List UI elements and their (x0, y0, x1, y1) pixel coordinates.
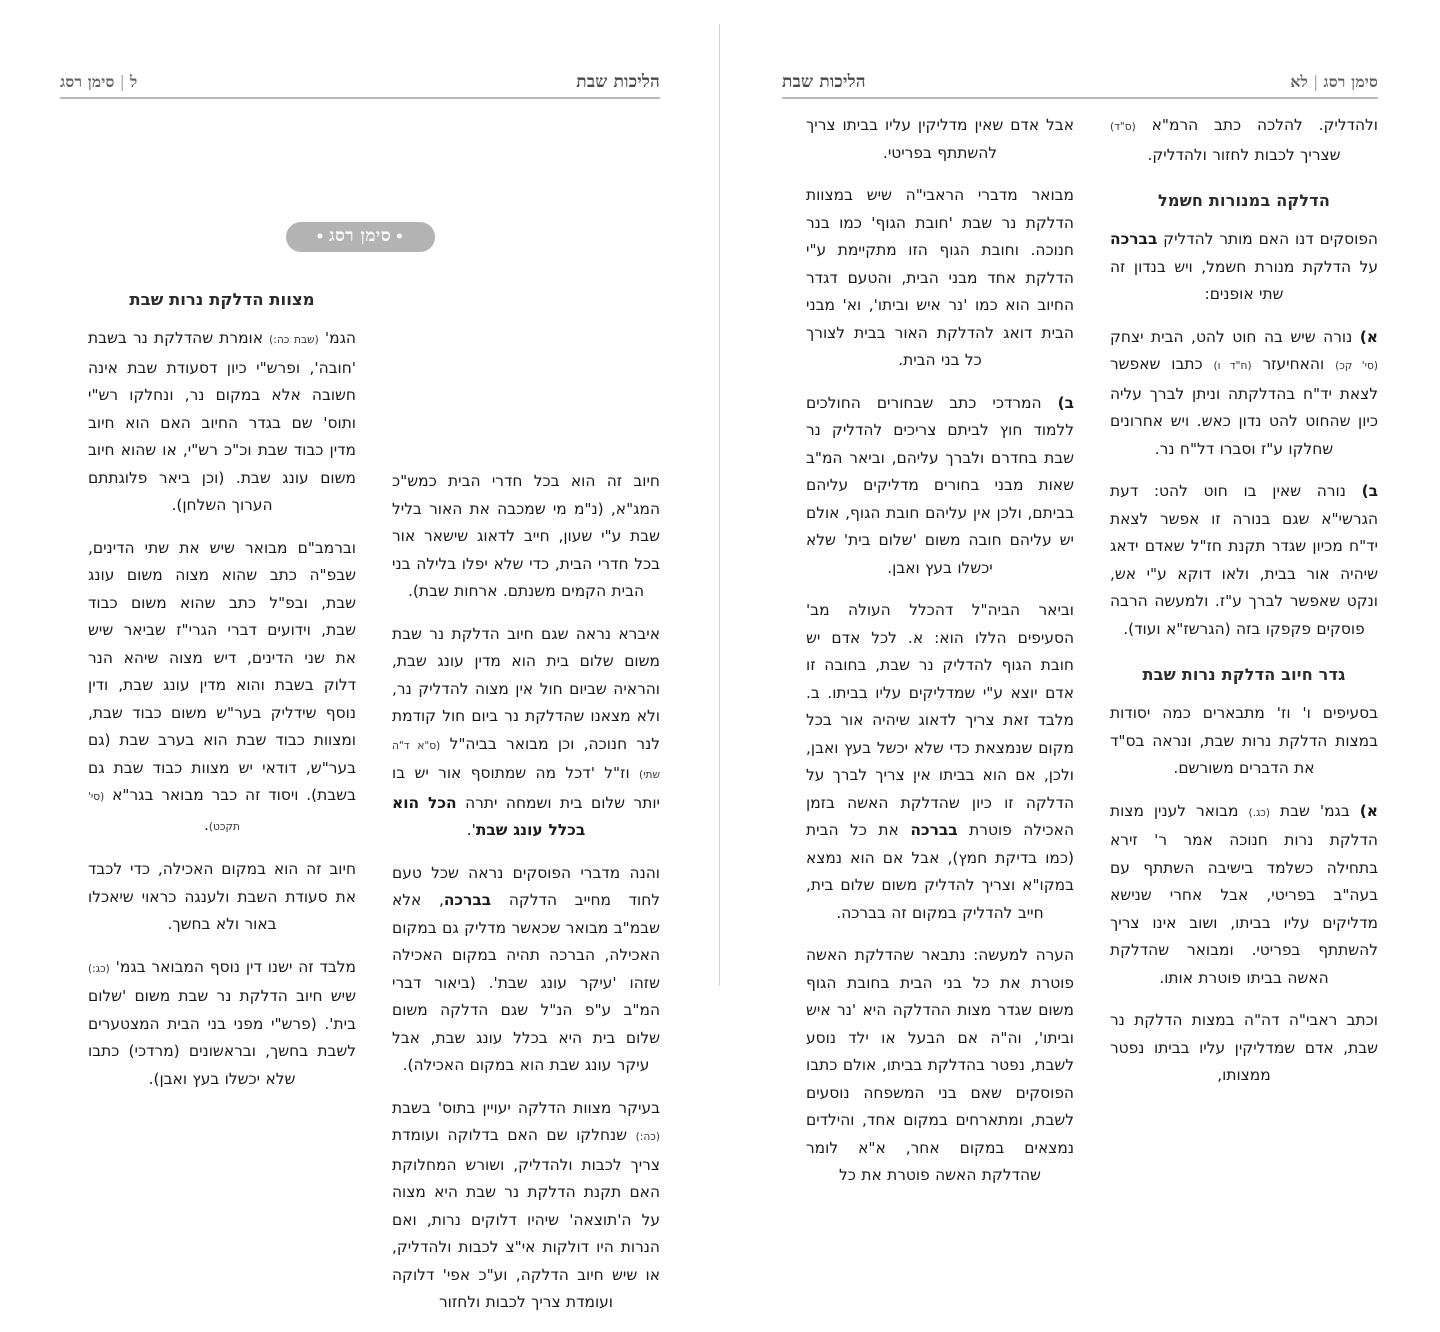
paragraph: והנה מדברי הפוסקים נראה שכל טעם לחוד מחייב הדלקה בברכה, אלא שבמ"ב מבואר שכאשר מדליק גם במקום האכילה, הברכה תהיה במקום האכילה שזהו 'עיקר עונג שבת'. (ביאור דברי המ"ב ע"פ הנ"ל שגם הדלקה משום שלום בית היא בכלל עונג שבת, אבל עיקר עונג שבת הוא במקום האכילה). (392, 863, 660, 1074)
section-heading-obligation-scope: גדר חיוב הדלקת נרות שבת (1142, 665, 1346, 684)
left-page-head-siman (1290, 72, 1378, 92)
left-page-running-head (782, 62, 1378, 99)
right-head-siman-label: סימן רסג (60, 72, 115, 91)
paragraph-item-alef: א) נורה שיש בה חוט להט, הבית יצחק (סי' קכ) והאחיעזר (ח"ד ו) כתבו שאפשר לצאת יד"ח בהדלקתה וניתן לברך עליה כיון שהחוט להט נדון כאש. ויש אחרונים שחלקו ע"ז וסברו דל"ח נר. (1110, 327, 1378, 458)
paragraph: הגמ' (שבת כה:) אומרת שהדלקת נר בשבת 'חובה', ופרש"י כיון דסעודת שבת אינה חשובה אלא במקום נר, ונחלקו רש"י ותוס' שם בגדר החיוב האם הוא חיוב מדין כבוד שבת וכ"כ רש"י, או שהוא חיוב משום עונג שבת. (וכן ביאר פלוגתתם הערוך השלחן). (88, 329, 356, 514)
left-page-inner-column (1110, 112, 1378, 1205)
paragraph-item-alef: א) בגמ' שבת (כג.) מבואר לענין מצות הדלקת נרות חנוכה אמר ר' זירא בתחילה כשלמד בישיבה השתתף עם בעה"ב בפריטי, אבל אחרי שנישא מדליקים עליו בביתו, ושוב אינו צריך להשתתף בפריטי. ומבואר שהדלקת האשה בביתו פוטרת אותו. (1110, 801, 1378, 987)
paragraph-item-bet: ב) נורה שאין בו חוט להט: דעת הגרשי"א שגם בנורה זו אפשר לצאת יד"ח מכיון שגדר תקנת חז"ל שאדם ידאג שיהיה אור בבית, ולאו דוקא ע"י אש, ונקט שאפשר לברך ע"ז. ולמעשה הרבה פוסקים פקפקו בזה (הגרשז"א ועוד). (1110, 482, 1378, 638)
paragraph: וכתב ראבי"ה דה"ה במצות הדלקת נר שבת, אדם שמדליקין עליו בביתו נפטר ממצותו, (1110, 1011, 1378, 1084)
paragraph: וברמב"ם מבואר שיש את שתי הדינים, שבפ"ה כתב שהוא מצוה משום עונג שבת, ובפ"ל כתב שהוא משום כבוד שבת, וידועים דברי הגרי"ז שביאר שיש את שני הדינים, דיש מצוה שיהא הנר דלוק בשבת והוא מדין עונג שבת, ודין נוסף שידליק בער"ש משום כבוד שבת, ומצוות כבוד שבת הוא בערב שבת (גם בער"ש, דודאי יש מצוות כבוד שבת גם בשבת). ויסוד זה כבר מבואר בגר"א (סי' תקכט). (88, 538, 356, 834)
right-head-page-number: ל (130, 72, 138, 91)
paragraph-item-bet: ב) המרדכי כתב שבחורים החולכים ללמוד חוץ לביתם צריכים להדליק נר שבת בחדרם ולברך עליהם, וביאר המ"ב שאות מבני בחורים מדליקים עליהם בביתם, ולכן אין עליהם חובת הגוף, אולם יש עליהם חובה משום 'שלום בית' שלא יכשלו בעץ ואבן. (806, 393, 1074, 577)
chapter-title: מצוות הדלקת נרות שבת (129, 290, 315, 309)
paragraph: איברא נראה שגם חיוב הדלקת נר שבת משום שלום בית הוא מדין עונג שבת, והראיה שביום חול אין מצוה להדליק נר, ולא מצאנו שהדלקת נר ביום חול קודמת לנר חנוכה, וכן מבואר בביה"ל (ס"א ד"ה שתי) וז"ל 'דכל מה שמתוסף אור יש בו יותר שלום בית ושמחה יתרה הכל הוא בכלל עונג שבת'. (392, 624, 661, 839)
left-head-siman-label: סימן רסג (1323, 72, 1378, 91)
paragraph: חיוב זה הוא בכל חדרי הבית כמש"כ המג"א, (נ"מ מי שמכבה את האור בליל שבת ע"י שעון, חייב לדאוג שישאר אור בכל חדרי הבית, כדי שלא יפלו בלילה בני הבית הקמים משנתם. ארחות שבת). (392, 472, 660, 600)
right-page (0, 0, 720, 1311)
column-top-spacer (392, 290, 660, 468)
paragraph: בסעיפים ו' וז' מתבארים כמה יסודות במצות הדלקת נרות שבת, ונראה בס"ד את הדברים משורשם. (1110, 704, 1378, 777)
left-page (720, 0, 1440, 1184)
section-heading-electric-lamps: הדלקה במנורות חשמל (1157, 191, 1331, 210)
paragraph: וביאר הביה"ל דהכלל העולה מב' הסעיפים הללו הוא: א. לכל אדם יש חובת הגוף להדליק נר שבת, בחובה זו אדם יוצא ע"י שמדליקים עליו בביתו. ב. מלבד זאת צריך לדאוג שיהיה אור בכל מקום שנמצאת כדי שלא יכשל בעץ ואבן, ולכן, אם הוא בביתו אין צריך לברך על הדלקה זו כיון שהדלקת האשה בזמן האכילה פוטרת בברכה את כל הבית (כמו בדיקת חמץ), אבל אם הוא נמצא במקו"א וצריך להדליק משום שלום בית, חייב להדליק במקום זה בברכה. (806, 601, 1074, 922)
left-head-separator: | (1312, 73, 1319, 91)
siman-badge-label: סימן רסג (328, 226, 392, 246)
paragraph: הפוסקים דנו האם מותר להדליק בברכה על הדלקת מנורת חשמל, ויש בנדון זה שתי אופנים: (1110, 230, 1378, 303)
right-page-columns (60, 290, 660, 1332)
paragraph: אבל אדם שאין מדליקין עליו בביתו צריך להשתתף בפריטי. (806, 116, 1074, 162)
right-page-outer-column (88, 290, 356, 1332)
left-page-outer-column (806, 112, 1074, 1205)
right-head-separator: | (119, 73, 126, 91)
badge-dot-right-icon: • (395, 228, 405, 245)
badge-dot-left-icon: • (315, 228, 325, 245)
right-page-head-book-title: הליכות שבת (576, 72, 660, 92)
left-page-columns (782, 112, 1378, 1205)
paragraph: בעיקר מצוות הדלקה יעויין בתוס' בשבת (כה:) שנחלקו שם האם בדלוקה ועומדת צריך לכבות ולהדליק, ושורש המחלוקת האם תקנת הדלקת נר שבת היא מצוה על ה'תוצאה' שיהיו דלוקים נרות, ואם הנרות היו דולקות אי"צ לכבות ולהדליק, או שיש חיוב הדלקה, וע"כ אפי' דלוקה ועומדת צריך לכבות ולחזור (392, 1098, 660, 1311)
right-page-running-head (60, 62, 660, 99)
paragraph-practical-note: הערה למעשה: נתבאר שהדלקת האשה פוטרת את כל בני הבית בחובת הגוף משום שגדר מצות ההדלקה היא 'נר איש וביתו', וה"ה אם הבעל או ילד נוסע לשבת, נפטר בהדלקת בביתו, אולם כתבו הפוסקים שאם בני המשפחה נוסעים לשבת, ומתארחים במקום אחד, והילדים נמצאים במקום אחר, א"א לומר שהדלקת האשה פוטרת את כל (806, 946, 1074, 1184)
left-page-head-book-title: הליכות שבת (782, 72, 866, 92)
right-page-inner-column (392, 290, 660, 1332)
paragraph: ולהדליק. להלכה כתב הרמ"א (ס"ד) שצריך לכבות לחזור ולהדליק. (1110, 116, 1378, 164)
left-head-page-number: לא (1290, 72, 1308, 91)
right-page-head-siman (60, 72, 137, 92)
siman-badge-container (0, 222, 720, 252)
paragraph: מבואר מדברי הראבי"ה שיש במצוות הדלקת נר שבת 'חובת הגוף' כמו בנר חנוכה. וחובת הגוף הזו מתקיימת ע"י הדלקת אחד מבני הבית, והטעם דגדר החיוב הוא כמו 'נר איש וביתו', וא' מבני הבית דואג להדלקת האור בבית לצורך כל בני הבית. (806, 186, 1074, 369)
paragraph: מלבד זה ישנו דין נוסף המבואר בגמ' (כג:) שיש חיוב הדלקת נר שבת משום 'שלום בית'. (פרש"י מפני בני הבית המצטערים לשבת בחשך, ובראשונים (מרדכי) כתבו שלא יכשלו בעץ ואבן). (88, 957, 356, 1088)
paragraph: חיוב זה הוא במקום האכילה, כדי לכבד את סעודת השבת ולענגה כראוי שיאכלו באור ולא בחשך. (88, 860, 356, 933)
siman-badge (286, 222, 435, 252)
